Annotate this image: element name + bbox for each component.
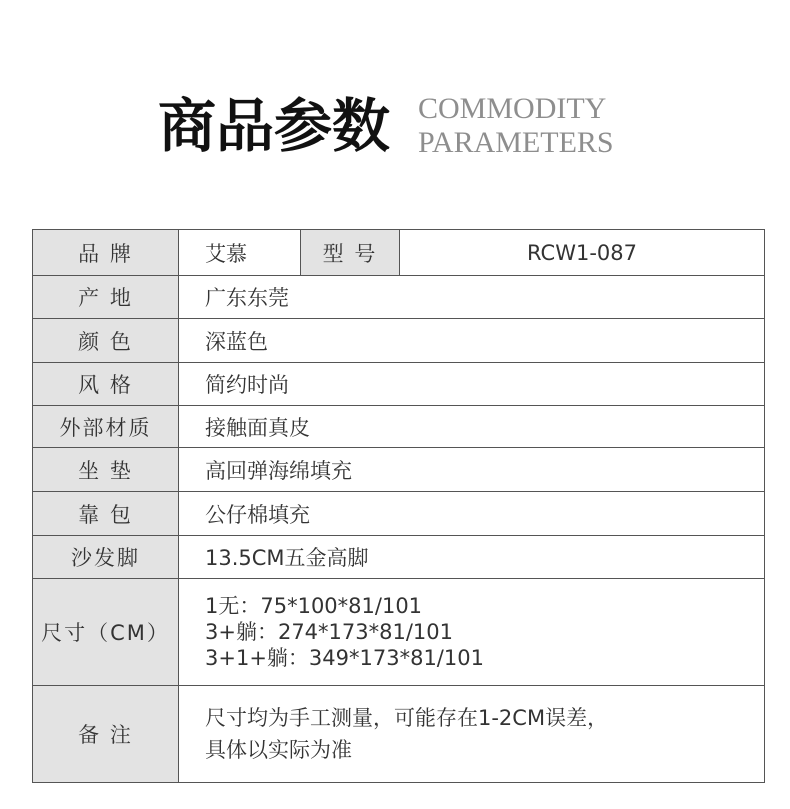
size-label: 尺寸（CM） — [33, 579, 179, 686]
table-row-material — [33, 406, 765, 448]
back-value: 公仔棉填充 — [179, 492, 765, 536]
style-label: 风 格 — [33, 363, 179, 406]
note-label: 备 注 — [33, 686, 179, 783]
table-row-color — [33, 319, 765, 363]
brand-value: 艾慕 — [179, 230, 301, 276]
back-label: 靠 包 — [33, 492, 179, 536]
parameters-table — [32, 229, 765, 783]
table-row-brand — [33, 230, 765, 276]
material-value: 接触面真皮 — [179, 406, 765, 448]
seat-value: 高回弹海绵填充 — [179, 448, 765, 492]
model-value: RCW1-087 — [400, 230, 765, 276]
table-row-origin — [33, 276, 765, 319]
table-row-seat — [33, 448, 765, 492]
style-value: 简约时尚 — [179, 363, 765, 406]
table-row-note — [33, 686, 765, 783]
page-subtitle — [418, 92, 614, 160]
color-label: 颜 色 — [33, 319, 179, 363]
material-label: 外部材质 — [33, 406, 179, 448]
size-line-1: 1无：75*100*81/101 — [205, 594, 423, 618]
origin-label: 产 地 — [33, 276, 179, 319]
brand-label: 品 牌 — [33, 230, 179, 276]
table-row-style — [33, 363, 765, 406]
seat-label: 坐 垫 — [33, 448, 179, 492]
note-value — [179, 686, 765, 783]
subtitle-line-1: COMMODITY — [418, 92, 607, 125]
size-line-3: 3+1+躺：349*173*81/101 — [205, 646, 484, 670]
note-line-2: 具体以实际为准 — [205, 738, 352, 762]
page-title: 商品参数 — [158, 92, 391, 160]
size-value — [179, 579, 765, 686]
feet-value: 13.5CM五金高脚 — [179, 536, 765, 579]
subtitle-line-2: PARAMETERS — [418, 126, 614, 159]
feet-label: 沙发脚 — [33, 536, 179, 579]
table-row-back — [33, 492, 765, 536]
table-row-feet — [33, 536, 765, 579]
model-label: 型 号 — [301, 230, 400, 276]
size-line-2: 3+躺：274*173*81/101 — [205, 620, 454, 644]
note-line-1: 尺寸均为手工测量，可能存在1-2CM误差， — [205, 706, 609, 730]
table-row-size — [33, 579, 765, 686]
origin-value: 广东东莞 — [179, 276, 765, 319]
color-value: 深蓝色 — [179, 319, 765, 363]
